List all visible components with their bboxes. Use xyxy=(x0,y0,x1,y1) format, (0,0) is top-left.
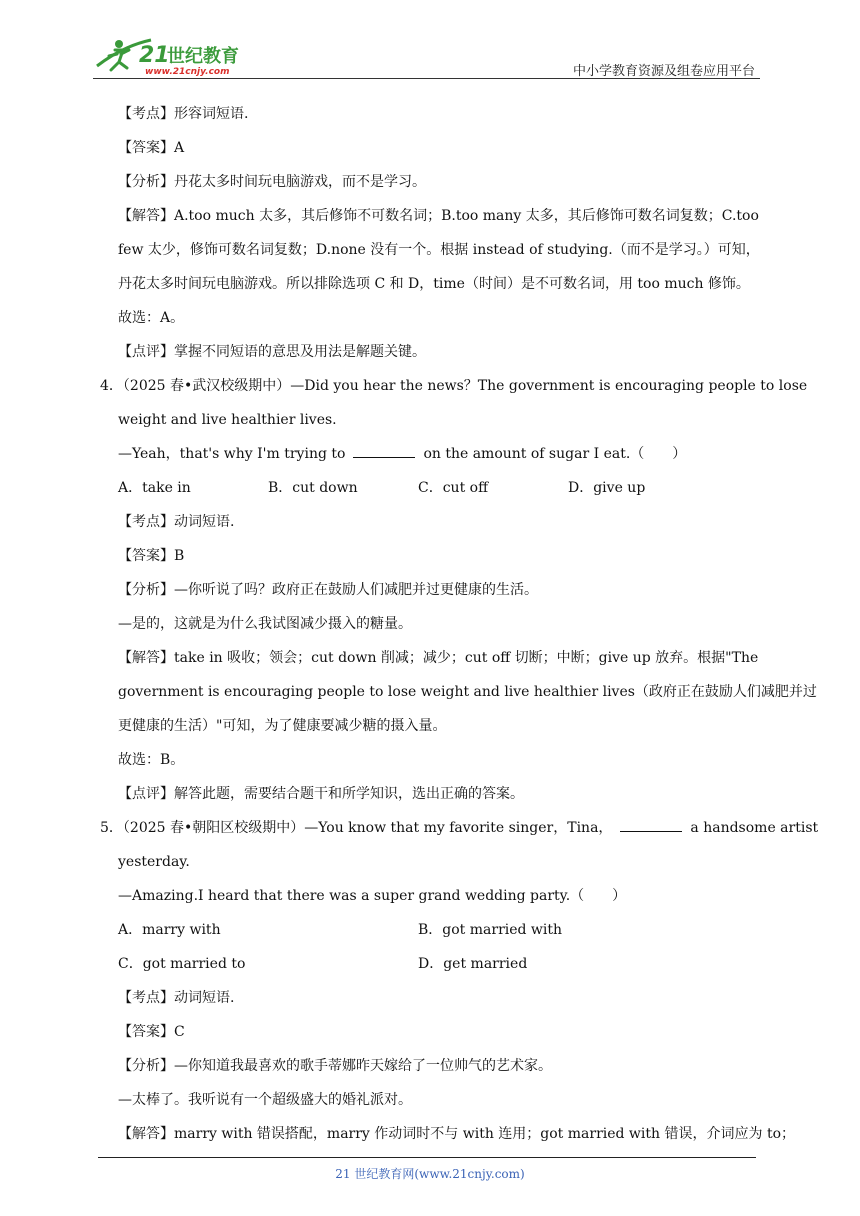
q3-jieda-3: 丹花太多时间玩电脑游戏。所以排除选项 C 和 D，time（时间）是不可数名词，用 too much 修饰。 xyxy=(118,276,750,292)
q4-jieda-3: 更健康的生活）"可知，为了健康要减少糖的摄入量。 xyxy=(118,718,447,734)
q3-jieda-2: few 太少，修饰可数名词复数；D.none 没有一个。根据 instead of studying.（而不是学习。）可知， xyxy=(118,242,760,258)
q4-options xyxy=(118,471,766,505)
q4-dialog-b: on the amount of sugar I eat.（ ） xyxy=(423,446,687,462)
q4-dialog xyxy=(118,437,766,471)
header-divider xyxy=(93,78,760,79)
q5-fenxi-2: —太棒了。我听说有一个超级盛大的婚礼派对。 xyxy=(118,1092,412,1108)
document-body xyxy=(100,97,819,1151)
q5-kaodian: 【考点】动词短语. xyxy=(118,990,235,1006)
q5-dialog: —Amazing.I heard that there was a super grand wedding party.（ ） xyxy=(118,888,627,904)
q5-option-c: C．got married to xyxy=(118,956,246,972)
q4-guxuan: 故选：B。 xyxy=(118,752,185,768)
q3-jieda-1: 【解答】A.too much 太多，其后修饰不可数名词；B.too many 太多，其后修饰可数名词复数；C.too xyxy=(118,208,759,224)
q4-dialog-a: —Yeah，that's why I'm trying to xyxy=(118,446,346,462)
q4-stem-1 xyxy=(100,369,808,403)
q4-blank xyxy=(353,445,415,458)
q4-jieda-2: government is encouraging people to lose weight and live healthier lives（政府正在鼓励人们减肥并过 xyxy=(118,684,817,700)
q4-fenxi-1: 【分析】—你听说了吗？政府正在鼓励人们减肥并过更健康的生活。 xyxy=(118,582,538,598)
q4-option-b: B．cut down xyxy=(268,480,358,496)
q5-blank xyxy=(620,819,682,832)
q5-answer: 【答案】C xyxy=(118,1024,185,1040)
q3-kaodian: 【考点】形容词短语. xyxy=(118,106,249,122)
q4-kaodian: 【考点】动词短语. xyxy=(118,514,235,530)
q5-stem-1 xyxy=(100,811,819,845)
q4-answer: 【答案】B xyxy=(118,548,185,564)
q4-dianping: 【点评】解答此题，需要结合题干和所学知识，选出正确的答案。 xyxy=(118,786,524,802)
q4-option-a: A．take in xyxy=(118,480,191,496)
svg-text:www.21cnjy.com: www.21cnjy.com xyxy=(145,67,230,77)
site-logo xyxy=(93,36,263,78)
q5-stem-text xyxy=(100,820,818,836)
q5-option-d: D．get married xyxy=(418,956,528,972)
q4-option-d: D．give up xyxy=(568,480,646,496)
q5-jieda-1: 【解答】marry with 错误搭配，marry 作动词时不与 with 连用；got married with 错误，介词应为 to； xyxy=(118,1126,795,1142)
footer-divider xyxy=(98,1157,756,1158)
q3-answer: 【答案】A xyxy=(118,140,185,156)
q4-fenxi-2: —是的，这就是为什么我试图减少摄入的糖量。 xyxy=(118,616,412,632)
q5-option-b: B．got married with xyxy=(418,922,563,938)
q5-options-row-1 xyxy=(118,913,766,947)
q4-stem-text: 4．（2025 春•武汉校级期中）—Did you hear the news？The government is encouraging people to lose xyxy=(100,378,808,394)
q5-stem-b: a handsome artist xyxy=(690,820,819,836)
q5-stem-2: yesterday. xyxy=(118,854,190,870)
q4-option-c: C．cut off xyxy=(418,480,489,496)
q3-dianping: 【点评】掌握不同短语的意思及用法是解题关键。 xyxy=(118,344,426,360)
q3-guxuan: 故选：A。 xyxy=(118,310,185,326)
svg-text:21: 21 xyxy=(139,43,170,68)
q4-stem-2: weight and live healthier lives. xyxy=(118,412,337,428)
footer-link[interactable]: 21 世纪教育网(www.21cnjy.com) xyxy=(335,1167,525,1181)
q5-option-a: A．marry with xyxy=(118,922,221,938)
q5-options-row-2 xyxy=(118,947,766,981)
page-header xyxy=(0,0,860,82)
svg-text:世纪教育: 世纪教育 xyxy=(167,46,239,67)
platform-name: 中小学教育资源及组卷应用平台 xyxy=(572,64,755,79)
q3-fenxi: 【分析】丹花太多时间玩电脑游戏，而不是学习。 xyxy=(118,174,426,190)
q5-fenxi-1: 【分析】—你知道我最喜欢的歌手蒂娜昨天嫁给了一位帅气的艺术家。 xyxy=(118,1058,552,1074)
q5-stem-a: 5．（2025 春•朝阳区校级期中）—You know that my favorite singer，Tina， xyxy=(100,820,613,836)
q4-jieda-1: 【解答】take in 吸收；领会；cut down 削减；减少；cut off 切断；中断；give up 放弃。根据"The xyxy=(118,650,759,666)
